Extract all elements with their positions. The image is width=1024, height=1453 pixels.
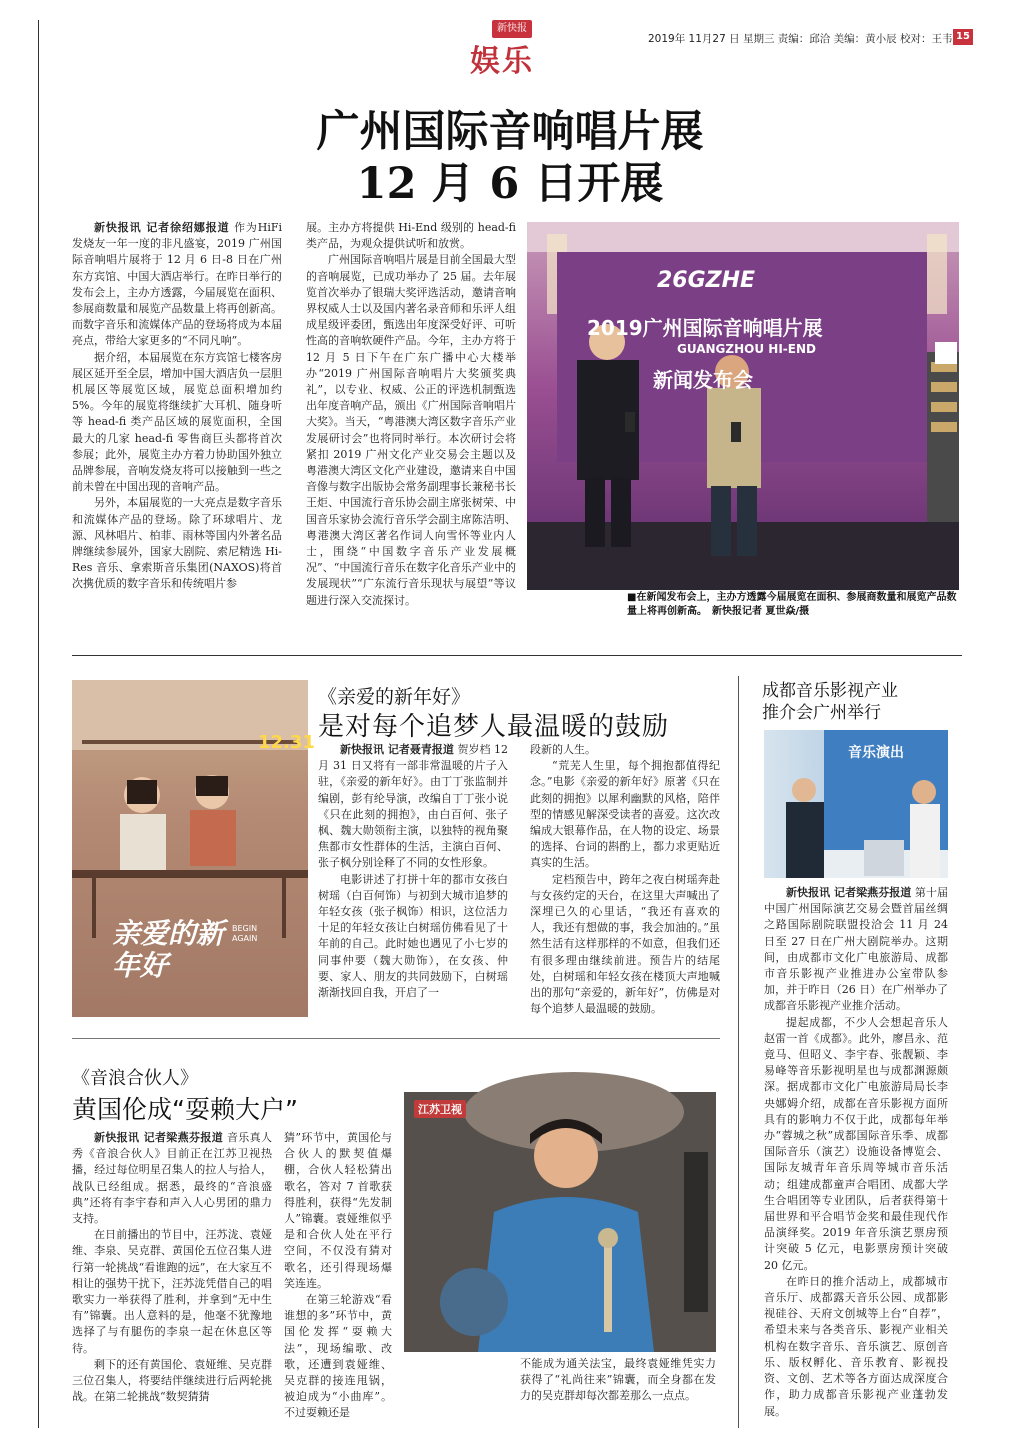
- banner-title: 2019广州国际音响唱片展: [587, 316, 823, 340]
- chengdu-article: [764, 885, 948, 1418]
- caption-text: ■在新闻发布会上，主办方透露今届展览在面积、参展商数量和展览产品数量上将再创新高。: [627, 592, 957, 617]
- movie-byline: 新快报讯 记者聂青报道: [340, 743, 454, 756]
- show-c2-p2: 在第三轮游戏“看谁想的多”环节中，黄国伦发挥“耍赖大法”，现场编歌、改歌，还遭到袁娅维、吴克群的接连甩锅，被迫成为“小曲库”。不过耍赖还是: [284, 1293, 392, 1420]
- show-article-col2: [284, 1130, 392, 1420]
- banner-subtitle: 新闻发布会: [653, 368, 753, 392]
- main-c2-p2: 广州国际音响唱片展是目前全国最大型的音响展览，已成功举办了 25 届。去年展览首次举办了银瑞大奖评选活动，邀请音响界权威人士以及国内著名录音师和乐评人组成星级评委团，甄选出年度深受好评、可听性高的音响软硬件产品。今年，主办方将于 12 月 5 日下午在广东广播中心大楼举办“2019 广州国际音响唱片大奖颁奖典礼”，以专业、权威、公正的评选机制甄选出年度音响产品，颁出《广州国际音响唱片大奖》。当天，“粤港澳大湾区数字音乐产业发展研讨会”也将同时举行。本次研讨会将紧扣 2019 广州文化产业交易会主题以及粤港澳大湾区文化产业建设，邀请来自中国音像与数字出版协会常务副理事长兼秘书长王炬、中国流行音乐协会副主席张树荣、中国音乐家协会流行音乐学会副主席陈洁明、粤港澳大湾区著名作词人向雪怀等业内人士，围绕“中国数字音乐产业发展概况”、“中国流行音乐在数字化音乐产业中的发展现状”“广东流行音乐现状与展望”等议题进行深入交流探讨。: [306, 253, 516, 607]
- page-number: 15: [953, 29, 973, 45]
- banner-number: 26: [657, 268, 688, 293]
- main-article-col2: [306, 220, 516, 630]
- main-c1-p2: 据介绍，本届展览在东方宾馆七楼客房展区延开至全层，增加中国大酒店负一层胆机展区等展览区域，展览总面积增加约 5%。今年的展览将继续扩大耳机、随身听等 head-fi 类产品区域的展览面积，全国最大的几家 head-fi 零售商巨头都将首次参展；此外，展览主办方着力协助国外独立品牌参展，音响发烧友将可以接触到一些之前未曾在中国出现的音响产品。: [72, 350, 282, 494]
- show-c1-p2: 在日前播出的节目中，汪苏泷、袁娅维、李泉、吴克群、黄国伦五位召集人进行第一轮挑战“看谁跑的远”，在大家互不相让的强势干扰下，汪苏泷凭借自己的唱歌实力一举获得了胜利，并拿到“无中生有”锦囊。出人意料的是，他毫不犹豫地选择了与有腿伤的李泉一起在休息区等待。: [72, 1228, 272, 1355]
- banner-logo: [657, 268, 755, 293]
- poster-title: 亲爱的新年好: [112, 917, 225, 982]
- photo-caption: [627, 591, 959, 619]
- show-kicker: 《音浪合伙人》: [72, 1068, 198, 1089]
- show-c1-p1: 音乐真人秀《音浪合伙人》目前正在江苏卫视热播，经过每位明星召集人的拉人与拾人，战队已经组成。据悉，最终的“音浪盛典”还将有李宇春和声入人心男团的鼎力支持。: [72, 1131, 272, 1226]
- section-divider: [72, 655, 962, 656]
- show-illustration: [404, 1092, 716, 1352]
- show-byline: 新快报讯 记者梁燕芬报道: [94, 1131, 224, 1144]
- chengdu-byline: 新快报讯 记者梁燕芬报道: [786, 886, 912, 899]
- press-conference-photo: [527, 222, 959, 590]
- movie-c2-p2: “荒芜人生里，每个拥抱都值得纪念。”电影《亲爱的新年好》原著《只在此刻的拥抱》以犀利幽默的风格，陪伴型的情感见解深受读者的喜爱。这次改编成大银幕作品，在人物的设定、场景的选择、台词的斟酌上，都力求更贴近真实的生活。: [530, 759, 720, 870]
- show-c1-p3: 剩下的还有黄国伦、袁娅维、吴克群三位召集人，将要结伴继续进行后两轮挑战。在第二轮挑战“数契猜猜: [72, 1357, 272, 1404]
- chengdu-p2: 提起成都，不少人会想起音乐人赵雷一首《成都》。此外，廖昌永、范竟马、但昭义、李宇春、张靓颖、李易峰等音乐影视明星也与成都渊源颇深。据成都市文化广电旅游局局长李央娜姆介绍，成都在音乐影视方面所具有的影响力不仅于此，成都每年举办“蓉城之秋”成都国际音乐季、成都国际音乐（演艺）设施设备博览会、国际友城青年音乐周等城市音乐活动；组建成都童声合唱团、成都大学生合唱团等专业团队，后者获得第十届世界和平合唱节金奖和最佳现代作品演绎奖。2019 年音乐演艺票房预计突破 5 亿元，电影票房预计突破 20 亿元。: [764, 1015, 948, 1272]
- movie-kicker: 《亲爱的新年好》: [318, 686, 471, 708]
- main-c1-p1: 作为HiFi 发烧友一年一度的非凡盛宴，2019 广州国际音响唱片展将于 12 月 6 日-8 日在广州东方宾馆、中国大酒店举行。在昨日举行的发布会上，主办方透露，今届展览在面积、参展商数量和展览产品数量上将再创新高。而数字音乐和流媒体产品的登场将成为本届亮点，带给大家更多的“不同凡响”。: [72, 221, 282, 348]
- tv-station-logo: 江苏卫视: [414, 1100, 466, 1118]
- show-headline: 黄国伦成“耍赖大户”: [72, 1095, 298, 1124]
- show-article-col1: [72, 1130, 272, 1420]
- movie-poster: [72, 680, 315, 1017]
- chengdu-headline-line2: 推介会广州举行: [762, 703, 881, 723]
- chengdu-headline: [762, 680, 898, 724]
- main-c2-p1: 展。主办方将提供 Hi-End 级别的 head-fi 类产品，为观众提供试听和放赏。: [306, 221, 516, 251]
- photo-credit: 新快报记者 夏世焱/摄: [712, 606, 810, 617]
- main-headline-line1: 广州国际音响唱片展: [316, 107, 704, 157]
- main-c1-p3: 另外，本届展览的一大亮点是数字音乐和流媒体产品的登场。除了环球唱片、龙源、风林唱片、柏菲、雨林等国内外著名品牌继续参展外，国家大剧院、索尼精选 Hi-Res 音乐、拿索斯音乐集团(NAXOS)将首次携优质的数字音乐和传统唱片参: [72, 496, 282, 591]
- movie-headline: 是对每个追梦人最温暖的鼓励: [318, 712, 670, 742]
- chengdu-headline-line1: 成都音乐影视产业: [762, 681, 898, 701]
- newspaper-logo: 新快报: [492, 20, 532, 38]
- banner-english: GUANGZHOU HI-END: [677, 342, 816, 356]
- column-divider: [738, 676, 739, 1428]
- movie-article-col1: [318, 742, 508, 1022]
- movie-c2-p3: 定档预告中，跨年之夜白树瑶奔赴与女孩约定的天台，在这里大声喊出了深埋已久的心里话，“我还有喜欢的人，我还有想做的事，我会加油的。”虽然生活有这样那样的不如意，但我们还有很多理由继续前进。预告片的结尾处，白树瑶和年轻女孩在楼顶大声地喊出的那句“亲爱的，新年好”，仿佛是对每个追梦人最温暖的鼓励。: [530, 872, 720, 1016]
- main-article-col1: [72, 220, 282, 630]
- show-article-col3: [520, 1356, 716, 1416]
- poster-date: 12.31: [258, 732, 315, 753]
- show-photo: [404, 1092, 716, 1352]
- banner-brand: GZHE: [687, 268, 756, 293]
- chengdu-p3: 在昨日的推介活动上，成都城市音乐厅、成都露天音乐公园、成都影视硅谷、天府文创城等上台“自荐”，希望未来与各类音乐、影视产业相关机构在数字音乐、音乐演艺、原创音乐、版权孵化、音乐教育、影视投资、文创、艺术等各方面达成深度合作，助力成都音乐影视产业蓬勃发展。: [764, 1274, 948, 1418]
- section-title: 娱乐: [470, 44, 534, 79]
- main-headline-line2: 12 月 6 日开展: [356, 159, 664, 209]
- poster-english: BEGIN AGAIN: [232, 924, 258, 943]
- date-line: 2019年 11月27 日 星期三 责编：邱洽 美编：黄小辰 校对：王韦: [648, 33, 953, 45]
- show-c2-p1: 猜”环节中，黄国伦与合伙人的默契值爆棚，合伙人轻松猜出歌名，答对 7 首歌获得胜利，获得“先发制人”锦囊。袁娅维似乎是和合伙人处在平行空间，不仅没有猜对歌名，还引得现场爆笑连连。: [284, 1131, 392, 1290]
- movie-article-col2: [530, 742, 720, 1022]
- main-byline: 新快报讯 记者徐绍娜报道: [94, 221, 230, 234]
- movie-c2-p1: 段新的人生。: [530, 743, 596, 756]
- show-c3-p1: 不能成为通关法宝，最终袁娅维凭实力获得了“礼尚往来”锦囊，而全身都在发力的吴克群却每次都差那么一点点。: [520, 1357, 716, 1403]
- movie-c1-p1: 贺岁档 12 月 31 日又将有一部非常温暖的片子入驻，《亲爱的新年好》。由丁丁张监制并编剧，彭有纶导演，改编自丁丁张小说《只在此刻的拥抱》，由白百何、张子枫、魏大勋领衔主演，以独特的视角聚焦都市女性群体的生活，主演白百何、张子枫分别诠释了不同的女性形象。: [318, 743, 508, 870]
- movie-c1-p2: 电影讲述了打拼十年的都市女孩白树瑶（白百何饰）与初到大城市追梦的年轻女孩（张子枫饰）相识，这位活力十足的年轻女孩让白树瑶仿佛看见了十年前的自己。此时她也遇见了小七岁的同事仲要（魏大勋饰），在女孩、仲要、家人、朋友的共同鼓励下，白树瑶渐渐找回自我，开启了一: [318, 872, 508, 1000]
- chengdu-photo: [764, 730, 948, 878]
- chengdu-screen-text: 音乐演出: [848, 745, 904, 761]
- section-divider-2: [72, 1038, 720, 1039]
- chengdu-p1: 第十届中国广州国际演艺交易会暨首届丝绸之路国际剧院联盟投洽会 11 月 24 日至 27 日在广州大剧院举办。这期间，由成都市文化广电旅游局、成都市音乐影视产业推进办公室带队参加，并于昨日（26 日）在广州举办了成都音乐影视产业推介活动。: [764, 886, 948, 1013]
